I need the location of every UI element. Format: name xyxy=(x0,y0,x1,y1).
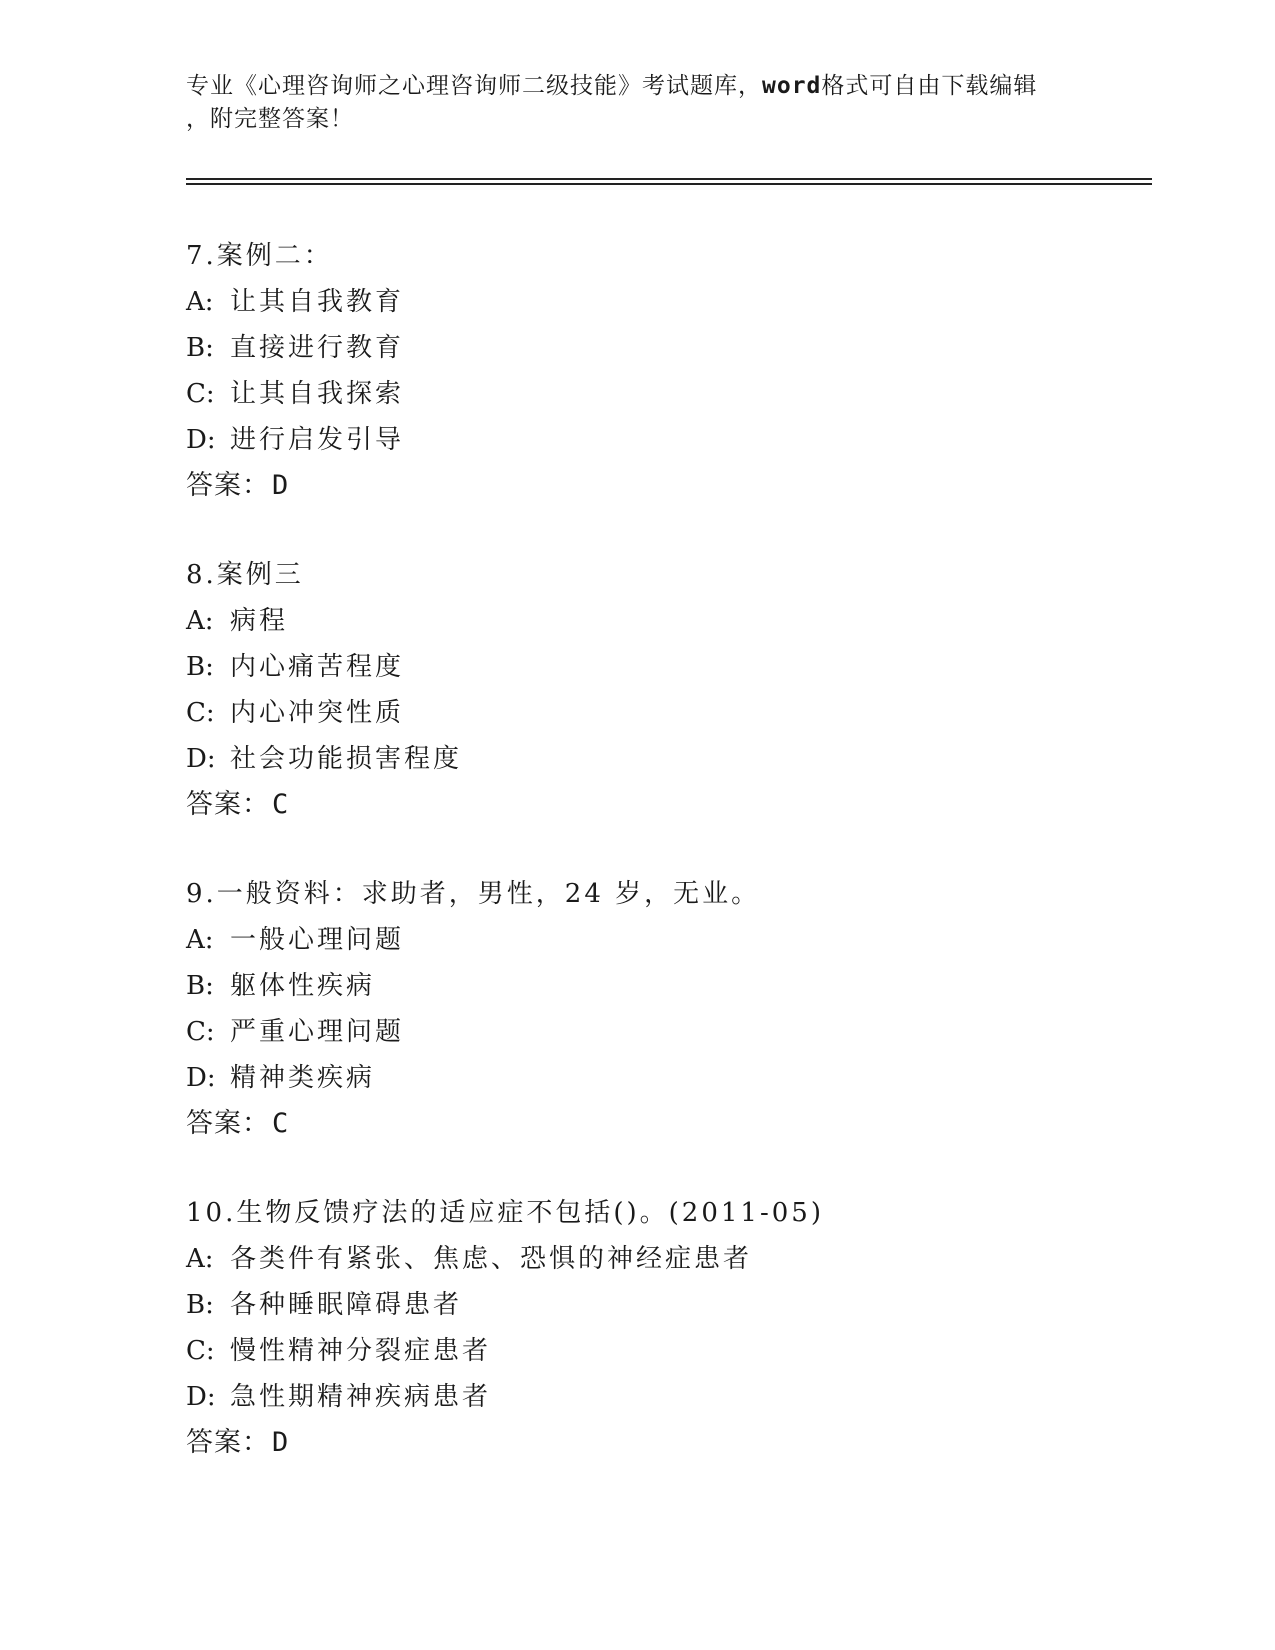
option-b xyxy=(186,1282,1146,1328)
answer-line xyxy=(186,1101,1146,1147)
answer-line xyxy=(186,463,1146,509)
header-text-tail: 格式可自由下载编辑 xyxy=(821,73,1038,99)
option-letter: B: xyxy=(186,652,214,682)
option-text: 严重心理问题 xyxy=(230,1017,405,1047)
question-title: 10.生物反馈疗法的适应症不包括()。(2011-05) xyxy=(186,1198,824,1228)
question-9 xyxy=(186,871,1146,1147)
option-letter: A: xyxy=(186,287,214,317)
option-text: 内心冲突性质 xyxy=(230,698,405,728)
option-text: 各种睡眠障碍患者 xyxy=(230,1290,463,1320)
option-c xyxy=(186,371,1146,417)
option-c xyxy=(186,1009,1146,1055)
answer-value: C xyxy=(272,789,290,820)
option-b xyxy=(186,644,1146,690)
option-letter: C: xyxy=(186,698,215,728)
answer-label: 答案： xyxy=(186,1427,270,1458)
option-a xyxy=(186,917,1146,963)
option-d xyxy=(186,1374,1146,1420)
question-7 xyxy=(186,233,1146,509)
option-letter: D: xyxy=(186,1063,216,1093)
answer-label: 答案： xyxy=(186,470,270,501)
option-d xyxy=(186,736,1146,782)
answer-label: 答案： xyxy=(186,1108,270,1139)
header-text: 专业《心理咨询师之心理咨询师二级技能》考试题库， xyxy=(186,73,762,99)
option-text: 躯体性疾病 xyxy=(230,971,376,1001)
option-b xyxy=(186,963,1146,1009)
option-text: 急性期精神疾病患者 xyxy=(230,1382,492,1412)
header-divider-bottom xyxy=(186,183,1152,185)
option-letter: A: xyxy=(186,1244,214,1274)
question-title: 8.案例三 xyxy=(186,560,304,590)
option-letter: A: xyxy=(186,925,214,955)
option-letter: C: xyxy=(186,379,215,409)
option-text: 慢性精神分裂症患者 xyxy=(230,1336,492,1366)
option-a xyxy=(186,598,1146,644)
option-c xyxy=(186,1328,1146,1374)
answer-value: D xyxy=(272,470,290,501)
answer-value: D xyxy=(272,1427,290,1458)
option-text: 精神类疾病 xyxy=(230,1063,376,1093)
option-letter: A: xyxy=(186,606,214,636)
option-letter: B: xyxy=(186,333,214,363)
option-letter: D: xyxy=(186,1382,216,1412)
option-text: 让其自我探索 xyxy=(230,379,405,409)
answer-label: 答案： xyxy=(186,789,270,820)
option-text: 进行启发引导 xyxy=(230,425,405,455)
option-text: 直接进行教育 xyxy=(230,333,405,363)
option-letter: C: xyxy=(186,1336,215,1366)
option-text: 病程 xyxy=(230,606,289,636)
answer-line xyxy=(186,782,1146,828)
question-8 xyxy=(186,552,1146,828)
header-line-1 xyxy=(186,70,1086,103)
option-letter: D: xyxy=(186,744,216,774)
question-title: 9.一般资料：求助者，男性，24 岁，无业。 xyxy=(186,879,761,909)
question-10 xyxy=(186,1190,1146,1466)
option-d xyxy=(186,417,1146,463)
option-letter: D: xyxy=(186,425,216,455)
option-text: 社会功能损害程度 xyxy=(230,744,463,774)
option-letter: B: xyxy=(186,1290,214,1320)
option-a xyxy=(186,1236,1146,1282)
question-title: 7.案例二： xyxy=(186,241,333,271)
option-c xyxy=(186,690,1146,736)
header-line-2: ，附完整答案！ xyxy=(186,106,354,132)
header-word-format: word xyxy=(762,73,822,99)
option-letter: B: xyxy=(186,971,214,1001)
header-divider-top xyxy=(186,178,1152,180)
option-text: 内心痛苦程度 xyxy=(230,652,405,682)
option-b xyxy=(186,325,1146,371)
answer-line xyxy=(186,1420,1146,1466)
option-letter: C: xyxy=(186,1017,215,1047)
option-text: 各类件有紧张、焦虑、恐惧的神经症患者 xyxy=(230,1244,753,1274)
option-d xyxy=(186,1055,1146,1101)
option-text: 一般心理问题 xyxy=(230,925,405,955)
document-header xyxy=(186,70,1086,136)
option-a xyxy=(186,279,1146,325)
option-text: 让其自我教育 xyxy=(230,287,405,317)
answer-value: C xyxy=(272,1108,290,1139)
